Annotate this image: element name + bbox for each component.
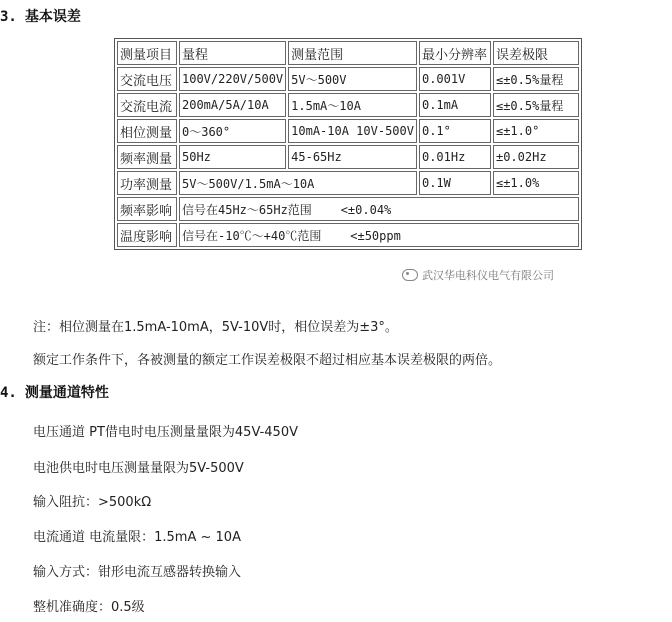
header-cell: 误差极限 bbox=[493, 41, 579, 65]
table-row bbox=[117, 119, 579, 143]
table-row bbox=[117, 93, 579, 117]
table-cell: ≤±0.5%量程 bbox=[493, 93, 579, 117]
table-cell: 0.001V bbox=[419, 67, 491, 91]
header-cell: 测量范围 bbox=[288, 41, 417, 65]
table-cell: 5V～500V bbox=[288, 67, 417, 91]
row-label: 频率测量 bbox=[117, 145, 177, 169]
table-cell: 信号在45Hz～65Hz范围 <±0.04% bbox=[179, 197, 579, 221]
table-row bbox=[117, 223, 579, 247]
spec-line: 电压通道 PT借电时电压测量量限为45V-450V bbox=[33, 425, 298, 440]
section-4-heading bbox=[0, 382, 109, 402]
row-label: 交流电压 bbox=[117, 67, 177, 91]
table-cell: 0.1mA bbox=[419, 93, 491, 117]
row-label: 相位测量 bbox=[117, 119, 177, 143]
row-label: 温度影响 bbox=[117, 223, 177, 247]
section-4-title: 测量通道特性 bbox=[24, 385, 109, 401]
table-cell: 45-65Hz bbox=[288, 145, 417, 169]
spec-line: 整机准确度：0.5级 bbox=[33, 600, 145, 615]
watermark bbox=[402, 267, 554, 283]
spec-line: 电池供电时电压测量量限为5V-500V bbox=[33, 461, 244, 476]
table-cell: ≤±0.5%量程 bbox=[493, 67, 579, 91]
table-cell: 0.1° bbox=[419, 119, 491, 143]
table-cell: 10mA-10A 10V-500V bbox=[288, 119, 417, 143]
table-cell: 0.01Hz bbox=[419, 145, 491, 169]
table-cell: 100V/220V/500V bbox=[179, 67, 286, 91]
table-cell: 200mA/5A/10A bbox=[179, 93, 286, 117]
table-cell: 1.5mA～10A bbox=[288, 93, 417, 117]
section-3-number: 3. bbox=[0, 9, 17, 25]
spec-line: 输入方式：钳形电流互感器转换输入 bbox=[33, 565, 242, 580]
row-label: 功率测量 bbox=[117, 171, 177, 195]
table-cell: 50Hz bbox=[179, 145, 286, 169]
basic-error-table bbox=[114, 38, 582, 250]
watermark-text: 武汉华电科仪电气有限公司 bbox=[422, 269, 554, 282]
header-cell: 量程 bbox=[179, 41, 286, 65]
table-header-row bbox=[117, 41, 579, 65]
header-cell: 最小分辨率 bbox=[419, 41, 491, 65]
section-3-heading bbox=[0, 6, 81, 26]
row-label: 频率影响 bbox=[117, 197, 177, 221]
table-cell: ≤±1.0° bbox=[493, 119, 579, 143]
table-row bbox=[117, 145, 579, 169]
table-cell: ±0.02Hz bbox=[493, 145, 579, 169]
table-row bbox=[117, 171, 579, 195]
spec-line: 电流通道 电流量限：1.5mA ~ 10A bbox=[33, 530, 241, 545]
table-cell: 0.1W bbox=[419, 171, 491, 195]
wechat-icon bbox=[402, 269, 418, 281]
table-cell: ≤±1.0% bbox=[493, 171, 579, 195]
section-4-number: 4. bbox=[0, 385, 17, 401]
rated-conditions-text: 额定工作条件下，各被测量的额定工作误差极限不超过相应基本误差极限的两倍。 bbox=[33, 353, 502, 368]
table-cell: 信号在-10℃～+40℃范围 <±50ppm bbox=[179, 223, 579, 247]
section-3-title: 基本误差 bbox=[24, 9, 81, 25]
spec-line: 输入阻抗：>500kΩ bbox=[33, 495, 152, 510]
table-cell: 5V～500V/1.5mA～10A bbox=[179, 171, 417, 195]
table-row bbox=[117, 67, 579, 91]
row-label: 交流电流 bbox=[117, 93, 177, 117]
table-cell: 0～360° bbox=[179, 119, 286, 143]
phase-note: 注：相位测量在1.5mA-10mA，5V-10V时，相位误差为±3°。 bbox=[33, 320, 398, 335]
header-cell: 测量项目 bbox=[117, 41, 177, 65]
table-row bbox=[117, 197, 579, 221]
